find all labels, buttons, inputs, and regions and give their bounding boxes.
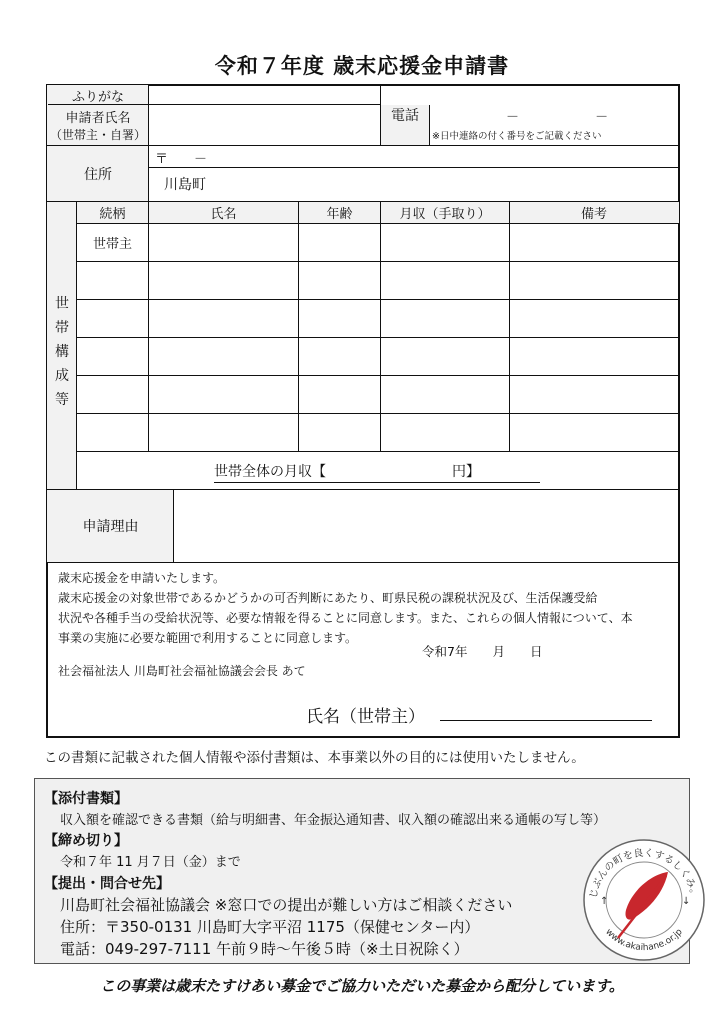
- footer-message: この事業は歳末たすけあい募金でご協力いただいた募金から配分しています。: [100, 977, 624, 995]
- contact-address: 住所：〒350-0131 川島町大字平沼 1175（保健センター内）: [60, 918, 480, 936]
- deadline-text: 令和７年 11 月７日（金）まで: [60, 855, 241, 870]
- col-header-remarks: 備考: [580, 207, 607, 222]
- logo-url-text: www.akaihane.or.jp: [603, 927, 685, 954]
- signature-label: 氏名（世帯主）: [306, 707, 425, 727]
- applicant-name-label: [48, 105, 148, 145]
- contact-phone: 電話：049-297-7111 午前９時～午後５時（※土日祝除く）: [60, 940, 469, 958]
- col-header-relation: 続柄: [99, 207, 126, 222]
- phone-input[interactable]: － －: [506, 110, 609, 125]
- attachments-heading: 【添付書類】: [44, 791, 128, 807]
- consent-line: 歳末応援金を申請いたします。: [58, 571, 226, 585]
- reason-label: 申請理由: [82, 519, 139, 535]
- logo-arrow-left-icon: ↑: [600, 896, 609, 907]
- address-label: 住所: [84, 166, 112, 183]
- first-row-relation: 世帯主: [92, 237, 132, 252]
- household-label-char: 等: [55, 392, 69, 408]
- contact-org: 川島町社会福祉協議会 ※窓口での提出が難しい方はご相談ください: [60, 896, 513, 914]
- applicant-name-label-line2: （世帯主・自署）: [49, 128, 146, 142]
- privacy-notice: この書類に記載された個人情報や添付書類は、本事業以外の目的には使用いたしません。: [44, 750, 585, 766]
- applicant-name-label-line1: 申請者氏名: [65, 111, 131, 126]
- household-label-char: 成: [55, 368, 69, 384]
- deadline-heading: 【締め切り】: [44, 833, 128, 849]
- furigana-input[interactable]: [150, 87, 378, 103]
- col-header-age: 年齢: [326, 207, 353, 222]
- household-monthly-income[interactable]: 世帯全体の月収【 円】: [214, 461, 480, 483]
- consent-line: 状況や各種手当の受給状況等、必要な情報を得ることに同意します。また、これらの個人情報について、本: [58, 611, 633, 625]
- applicant-name-input[interactable]: [150, 106, 378, 144]
- attachments-text: 収入額を確認できる書類（給与明細書、年金振込通知書、収入額の確認出来る通帳の写し等）: [60, 813, 607, 828]
- contact-heading: 【提出・問合せ先】: [44, 876, 170, 892]
- logo-arrow-right-icon: ↓: [682, 896, 691, 907]
- consent-declaration: [58, 568, 678, 648]
- logo-top-text: じぶんの町を良くするしくみ。: [588, 847, 700, 900]
- household-label-char: 世: [55, 296, 69, 312]
- col-header-name: 氏名: [210, 207, 237, 222]
- red-feather-logo: [582, 838, 706, 962]
- household-label-char: 帯: [55, 320, 69, 336]
- signature-line[interactable]: [440, 720, 652, 721]
- household-label-char: 構: [55, 344, 69, 360]
- postal-code-input[interactable]: 〒 －: [155, 152, 208, 167]
- address-town[interactable]: 川島町: [164, 177, 206, 193]
- reason-input[interactable]: [175, 491, 677, 561]
- household-composition-label: [53, 292, 71, 412]
- phone-label: 電話: [391, 108, 419, 124]
- furigana-label: ふりがな: [71, 89, 124, 105]
- consent-line: 事業の実施に必要な範囲で利用することに同意します。: [58, 631, 358, 645]
- addressee: 社会福祉法人 川島町社会福祉協議会会長 あて: [58, 664, 306, 678]
- phone-note: ※日中連絡の付く番号をご記載ください: [432, 131, 602, 142]
- consent-line: 歳末応援金の対象世帯であるかどうかの可否判断にあたり、町県民税の課税状況及び、生活保護受給: [58, 591, 598, 605]
- application-date[interactable]: 令和7年 月 日: [422, 644, 543, 659]
- form-title: 令和７年度 歳末応援金申請書: [214, 54, 510, 78]
- col-header-monthly-income: 月収（手取り）: [399, 207, 491, 222]
